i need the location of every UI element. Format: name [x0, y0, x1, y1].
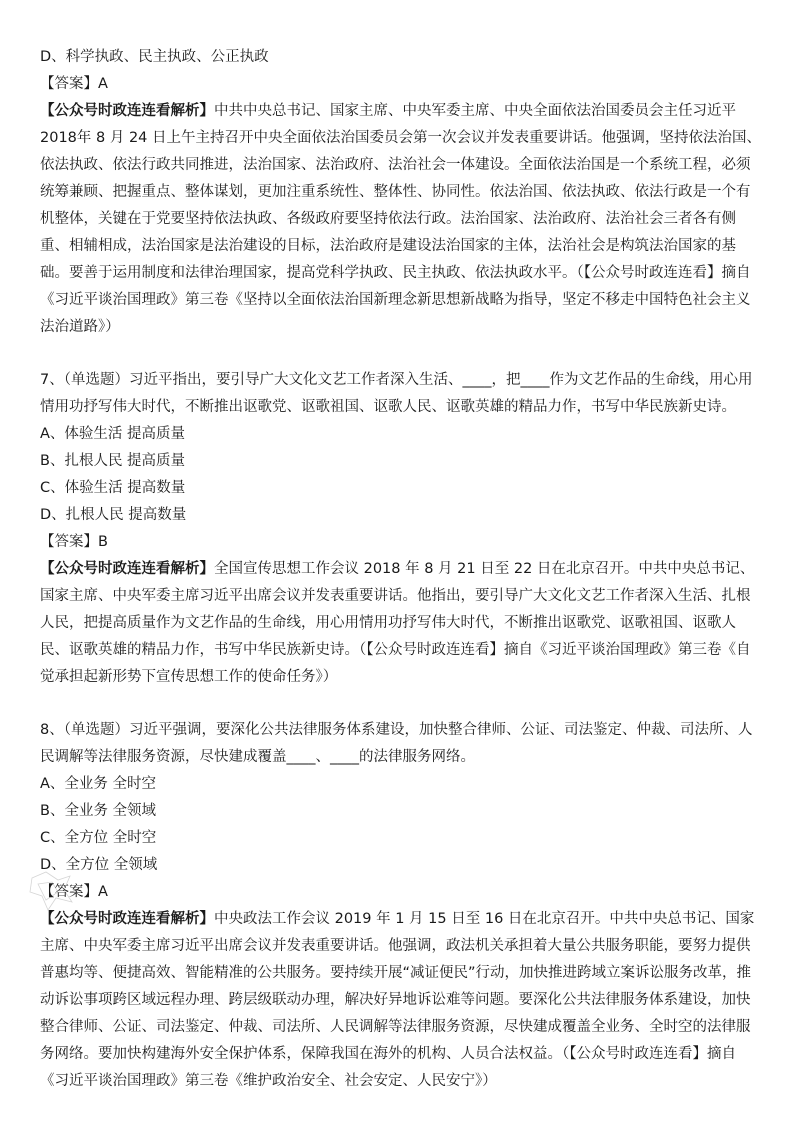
document-page [40, 44, 762, 1095]
q8-option-a: A、全业务 全时空 [40, 776, 157, 792]
q6-answer: 【答案】A [40, 76, 108, 92]
question-7 [40, 367, 762, 691]
q7-option-a: A、体验生活 提高质量 [40, 426, 186, 442]
q8-stem: 8、（单选题）习近平强调，要深化公共法律服务体系建设，加快整合律师、公证、司法鉴定、仲裁、司法所、人民调解等法律服务资源，尽快建成覆盖____、____的法律服务网络。 [40, 722, 753, 765]
q6-analysis [40, 98, 762, 341]
analysis-label: 【公众号时政连连看解析】 [40, 911, 214, 927]
q8-option-d: D、全方位 全领域 [40, 857, 158, 873]
analysis-label: 【公众号时政连连看解析】 [40, 103, 214, 119]
q8-analysis [40, 906, 762, 1095]
analysis-text: 中央政法工作会议 2019 年 1 月 15 日至 16 日在北京召开。中共中央总书记、国家主席、中央军委主席习近平出席会议并发表重要讲话。他强调，政法机关承担着大量公共服务职能，要努力提供普惠均等、便捷高效、智能精准的公共服务。要持续开展“减证便民”行动，加快推进跨域立案诉讼服务改革，推动诉讼事项跨区域远程办理、跨层级联动办理，解决好异地诉讼难等问题。要深化公共法律服务体系建设，加快整合律师、公证、司法鉴定、仲裁、司法所、人民调解等法律服务资源，尽快建成覆盖全业务、全时空的法律服务网络。要加快构建海外安全保护体系，保障我国在海外的机构、人员合法权益。（【公众号时政连连看】摘自《习近平谈治国理政》第三卷《维护政治安全、社会安定、人民安宁》） [40, 911, 755, 1089]
q7-analysis [40, 556, 762, 691]
question-6-tail [40, 44, 762, 341]
q7-answer: 【答案】B [40, 534, 108, 550]
analysis-text: 中共中央总书记、国家主席、中央军委主席、中央全面依法治国委员会主任习近平 2018年 8 月 24 日上午主持召开中央全面依法治国委员会第一次会议并发表重要讲话。他强调，坚持依法治国、依法执政、依法行政共同推进，法治国家、法治政府、法治社会一体建设。全面依法治国是一个系统工程，必须统筹兼顾、把握重点、整体谋划，更加注重系统性、整体性、协同性。依法治国、依法执政、依法行政是一个有机整体，关键在于党要坚持依法执政、各级政府要坚持依法行政。法治国家、法治政府、法治社会三者各有侧重、相辅相成，法治国家是法治建设的目标，法治政府是建设法治国家的主体，法治社会是构筑法治国家的基础。要善于运用制度和法律治理国家，提高党科学执政、民主执政、依法执政水平。（【公众号时政连连看】摘自《习近平谈治国理政》第三卷《坚持以全面依法治国新理念新思想新战略为指导，坚定不移走中国特色社会主义法治道路》） [40, 103, 762, 335]
analysis-label: 【公众号时政连连看解析】 [40, 561, 214, 577]
question-8 [40, 717, 762, 1095]
q7-stem: 7、（单选题）习近平指出，要引导广大文化文艺工作者深入生活、____，把____作为文艺作品的生命线，用心用情用功抒写伟大时代，不断推出讴歌党、讴歌祖国、讴歌人民、讴歌英雄的精品力作，书写中华民族新史诗。 [40, 372, 753, 415]
analysis-text: 全国宣传思想工作会议 2018 年 8 月 21 日至 22 日在北京召开。中共中央总书记、国家主席、中央军委主席习近平出席会议并发表重要讲话。他指出，要引导广大文化文艺工作者深入生活、扎根人民，把提高质量作为文艺作品的生命线，用心用情用功抒写伟大时代，不断推出讴歌党、讴歌祖国、讴歌人民、讴歌英雄的精品力作，书写中华民族新史诗。（【公众号时政连连看】摘自《习近平谈治国理政》第三卷《自觉承担起新形势下宣传思想工作的使命任务》） [40, 561, 755, 685]
q6-option-d: D、科学执政、民主执政、公正执政 [40, 49, 269, 65]
q7-option-c: C、体验生活 提高数量 [40, 480, 186, 496]
q8-option-b: B、全业务 全领域 [40, 803, 157, 819]
q8-answer: 【答案】A [40, 884, 108, 900]
q8-option-c: C、全方位 全时空 [40, 830, 157, 846]
q7-option-d: D、扎根人民 提高数量 [40, 507, 187, 523]
q7-option-b: B、扎根人民 提高质量 [40, 453, 186, 469]
